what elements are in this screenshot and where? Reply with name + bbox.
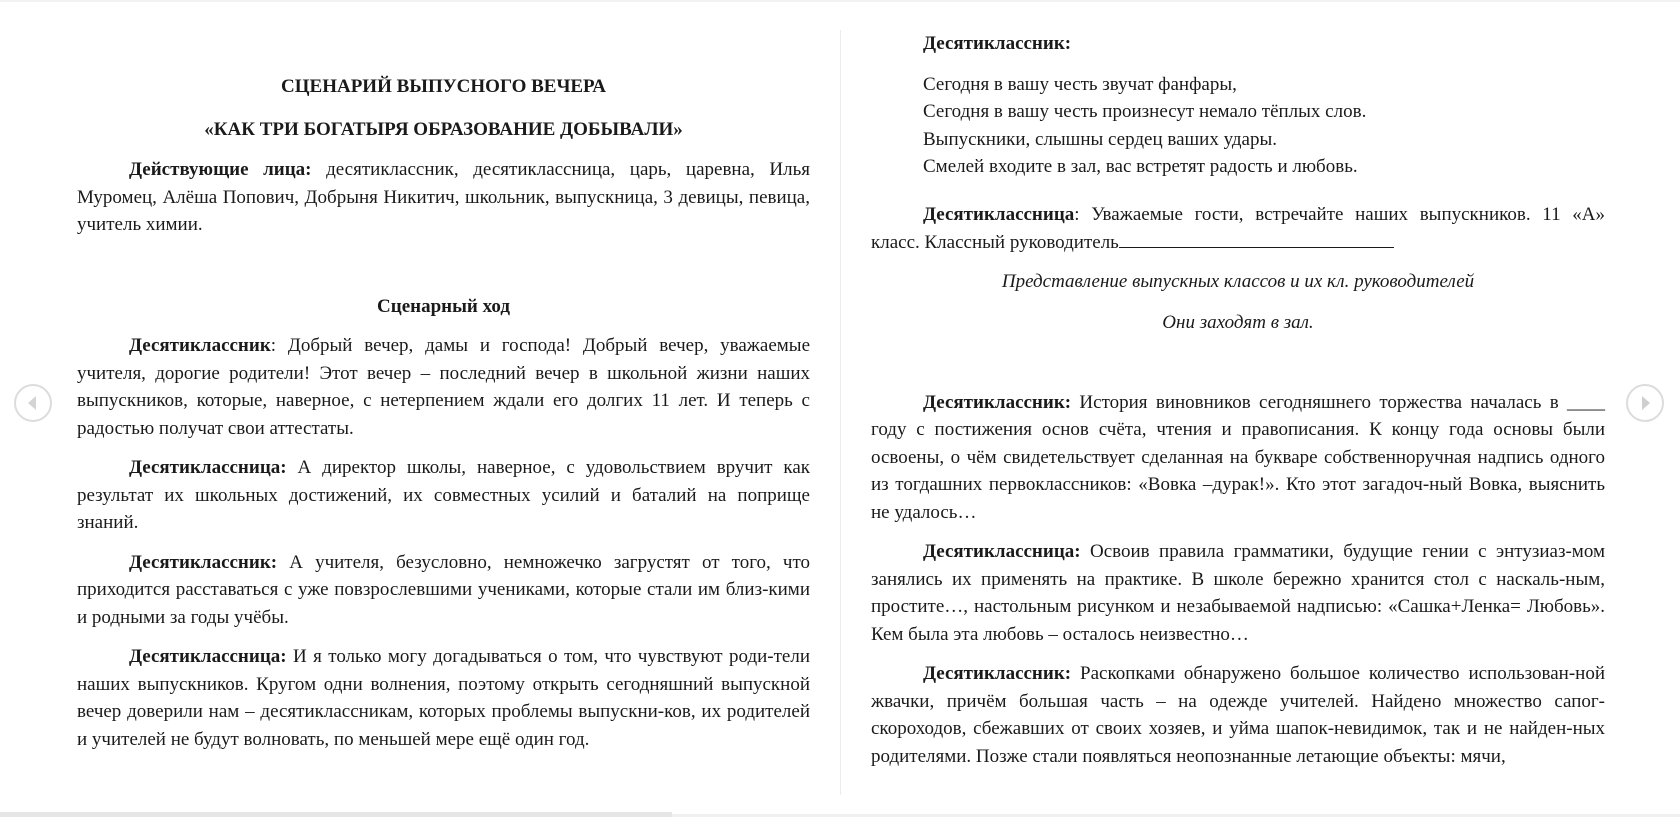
paragraph-text: году с постижения основ счёта, чтения и правописания. К концу года основы были освоены, о чём свидетельствует сделанная на букваре собственноручная надпись одного из тогдашних первоклассников: «Вовка –дурак!». Кто этот загадоч-ный Вовка, выяснить не удалось… xyxy=(871,419,1605,523)
paragraph xyxy=(871,538,1605,648)
document-title-line-2: «КАК ТРИ БОГАТЫРЯ ОБРАЗОВАНИЕ ДОБЫВАЛИ» xyxy=(204,118,683,140)
speaker-name: Десятиклассница: xyxy=(129,646,287,667)
year-blank: ____ xyxy=(1567,391,1606,413)
speaker-name: Десятиклассник: xyxy=(129,551,278,573)
speaker-name: Десятиклассник xyxy=(129,335,271,356)
speaker-name: Десятиклассница: xyxy=(923,541,1081,562)
paragraph xyxy=(77,454,810,537)
paragraph-text: : Добрый вечер, дамы и господа! Добрый вечер, уважаемые учителя, дорогие родители! Этот вечер – последний вечер в школьной жизни наших выпускников, которые, наверное, с нетерпением ждали его долгих 11 лет. И теперь с радостью получат свои аттестаты. xyxy=(77,335,810,439)
speaker-name: Десятиклассница xyxy=(923,203,1075,225)
chevron-right-icon xyxy=(1628,386,1662,420)
speaker-name: Десятиклассник: xyxy=(923,391,1072,413)
next-page-button[interactable] xyxy=(1626,384,1664,422)
paragraph-text: : Уважаемые гости, встречайте наших выпускников. 11 «А» класс. Классный руководитель xyxy=(871,203,1605,253)
horizontal-scrollbar-thumb[interactable] xyxy=(0,812,672,817)
intro-paragraph xyxy=(871,201,1605,257)
teacher-name-blank xyxy=(1119,228,1394,248)
opening-speaker: Десятиклассник: xyxy=(923,33,1072,54)
characters-label: Действующие лица: xyxy=(129,159,312,180)
speaker-name: Десятиклассница: xyxy=(129,457,287,478)
top-rule xyxy=(0,0,1680,2)
verse-line: Смелей входите в зал, вас встретят радость и любовь. xyxy=(923,156,1358,177)
paragraph xyxy=(77,643,810,753)
history-paragraph xyxy=(871,389,1605,527)
paragraph xyxy=(871,660,1605,770)
stage-direction: Они заходят в зал. xyxy=(1162,312,1314,333)
page-divider xyxy=(840,30,841,795)
verse-line: Сегодня в вашу честь звучат фанфары, xyxy=(923,73,1237,95)
paragraph xyxy=(77,549,810,632)
right-page xyxy=(871,30,1605,770)
section-heading: Сценарный ход xyxy=(377,295,510,317)
paragraph-text: И я только могу догадываться о том, что чувствуют роди-тели наших выпускников. Кругом одни волнения, поэтому открыть сегодняшний выпускной вечер доверили нам – десятиклассникам, которых проблемы выпускни-ков, их родителей и учителей не будут волновать, по меньшей мере ещё один год. xyxy=(77,646,810,750)
characters-paragraph xyxy=(77,156,810,239)
document-title-line-1: СЦЕНАРИЙ ВЫПУСНОГО ВЕЧЕРА xyxy=(281,76,606,97)
verse-block xyxy=(871,71,1605,181)
paragraph-text: А учителя, безусловно, немножечко загрустят от того, что приходится расставаться с уже повзрослевшими учениками, которые стали им близ-кими и родными за годы учёбы. xyxy=(77,551,810,628)
paragraph-text: Освоив правила грамматики, будущие гении с энтузиаз-мом занялись их применять на практике. В школе бережно хранится стол с наскаль-ным, простите…, настольным рисунком и незабываемой надписью: «Сашка+Ленка= Любовь». Кем была эта любовь – осталось неизвестно… xyxy=(871,541,1605,645)
previous-page-button[interactable] xyxy=(14,384,52,422)
characters-text: десятиклассник, десятиклассница, царь, царевна, Илья Муромец, Алёша Попович, Добрыня Никитич, школьник, выпускница, 3 девицы, певица, учитель химии. xyxy=(77,159,810,235)
stage-direction: Представление выпускных классов и их кл. руководителей xyxy=(1001,270,1475,292)
paragraph-text: История виновников сегодняшнего торжества началась в xyxy=(1071,391,1559,413)
chevron-left-icon xyxy=(16,386,50,420)
speaker-name: Десятиклассник: xyxy=(923,663,1072,684)
verse-line: Сегодня в вашу честь произнесут немало тёплых слов. xyxy=(923,101,1367,122)
verse-line: Выпускники, слышны сердец ваших удары. xyxy=(923,128,1277,150)
paragraph-text: А директор школы, наверное, с удовольствием вручит как результат их школьных достижений, их совместных усилий и баталий на поприще знаний. xyxy=(77,457,810,533)
paragraph-text: Раскопками обнаружено большое количество использован-ной жвачки, причём большая часть – на одежде учителей. Найдено множество сапог-скороходов, сбежавших от своих хозяев, и уйма шапок-невидимок, так и не найден-ных родителями. Позже стали появляться неопознанные летающие объекты: мячи, xyxy=(871,663,1605,767)
left-page xyxy=(77,28,810,753)
paragraph xyxy=(77,332,810,442)
